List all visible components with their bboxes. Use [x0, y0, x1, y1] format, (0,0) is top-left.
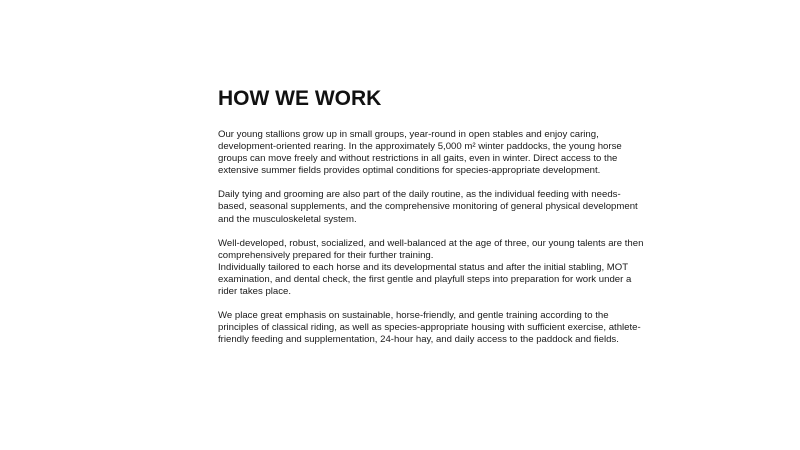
text-line: rider takes place. — [218, 286, 292, 298]
paragraph-4 — [218, 310, 668, 346]
text-line: Daily tying and grooming are also part of the daily routine, as the individual feeding with needs- — [218, 189, 621, 201]
content-block — [218, 86, 668, 358]
text-line: Individually tailored to each horse and its developmental status and after the initial stabling, MOT — [218, 261, 629, 273]
text-line: Well-developed, robust, socialized, and well-balanced at the age of three, our young talents are then — [218, 237, 644, 249]
text-line: comprehensively prepared for their further training. — [218, 249, 434, 261]
text-line: examination, and dental check, the first gentle and playfull steps into preparation for work under a — [218, 273, 632, 285]
paragraph-1 — [218, 129, 668, 177]
text-line: friendly feeding and supplementation, 24-hour hay, and daily access to the paddock and fields. — [218, 334, 619, 346]
text-line: based, seasonal supplements, and the comprehensive monitoring of general physical development — [218, 201, 638, 213]
text-line: We place great emphasis on sustainable, horse-friendly, and gentle training according to the — [218, 310, 609, 322]
paragraph-3 — [218, 238, 668, 298]
text-line: Our young stallions grow up in small groups, year-round in open stables and enjoy caring, — [218, 129, 599, 140]
text-line: groups can move freely and without restrictions in all gaits, even in winter. Direct access to the — [218, 153, 618, 165]
page-title: HOW WE WORK — [218, 87, 382, 110]
text-line: development-oriented rearing. In the approximately 5,000 m² winter paddocks, the young horse — [218, 141, 622, 153]
text-line: extensive summer fields provides optimal conditions for species-appropriate development. — [218, 165, 601, 177]
paragraph-2 — [218, 189, 668, 225]
text-line: principles of classical riding, as well as species-appropriate housing with sufficient exercise, athlete- — [218, 322, 641, 334]
text-line: and the musculoskeletal system. — [218, 213, 357, 225]
